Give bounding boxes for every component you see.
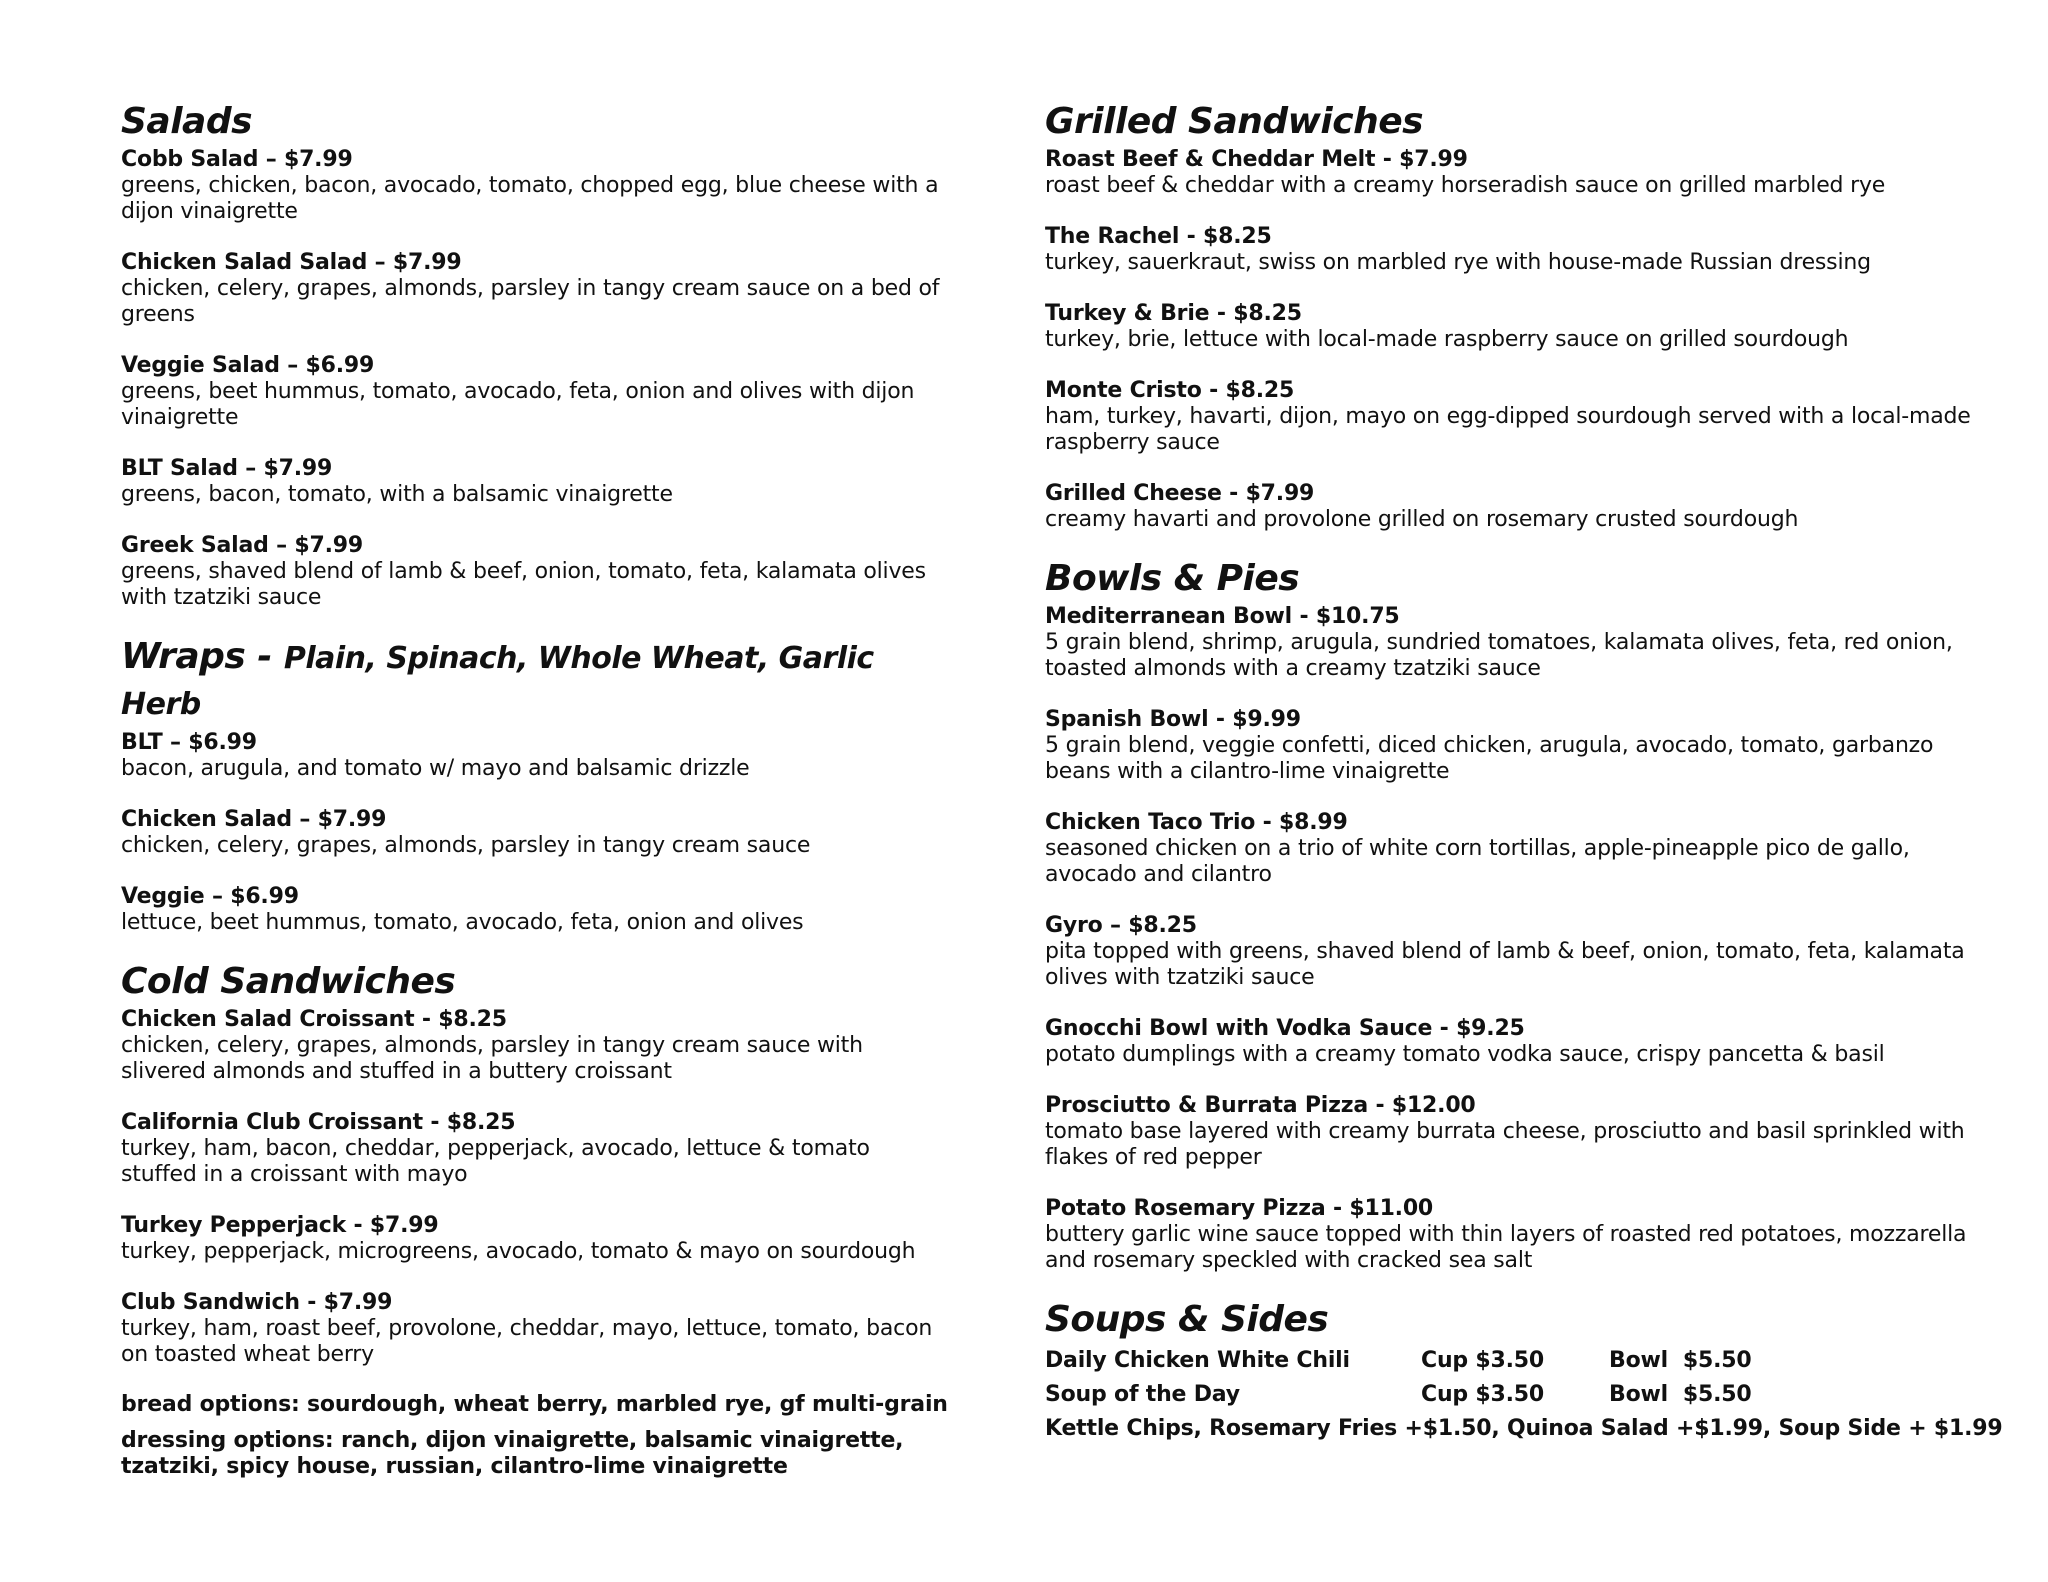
menu-item-name: Chicken Salad – $7.99 — [121, 807, 387, 832]
menu-item — [1045, 480, 1975, 533]
section-title — [121, 960, 951, 1004]
soup-row — [1045, 1344, 1975, 1378]
menu-item-desc: greens, bacon, tomato, with a balsamic vinaigrette — [121, 482, 673, 507]
menu-item — [1045, 809, 1975, 888]
menu-item — [1045, 146, 1975, 199]
section-title-text: Bowls & Pies — [1045, 558, 1300, 599]
menu-item-desc: turkey, brie, lettuce with local-made raspberry sauce on grilled sourdough — [1045, 327, 1849, 352]
menu-item — [1045, 603, 1975, 682]
section-title-text: Grilled Sandwiches — [1045, 101, 1424, 142]
right-column — [1045, 100, 2003, 1466]
dressing-options: dressing options: ranch, dijon vinaigrette, balsamic vinaigrette, tzatziki, spicy house, russian, cilantro-lime vinaigrette — [121, 1428, 904, 1479]
menu-item — [121, 249, 951, 328]
menu-item-name: California Club Croissant - $8.25 — [121, 1110, 516, 1135]
menu-item-desc: greens, beet hummus, tomato, avocado, feta, onion and olives with dijon vinaigrette — [121, 379, 915, 430]
menu-item — [121, 532, 951, 611]
section-title — [121, 100, 951, 144]
menu-item-name: Club Sandwich - $7.99 — [121, 1290, 393, 1315]
menu-item-name: Grilled Cheese - $7.99 — [1045, 481, 1315, 506]
menu-item — [1045, 912, 1975, 991]
menu-item-desc: greens, shaved blend of lamb & beef, onion, tomato, feta, kalamata olives with tzatziki sauce — [121, 559, 926, 610]
section-title-text: Cold Sandwiches — [121, 961, 456, 1002]
section-subtitle: Plain, Spinach, Whole Wheat, Garlic Herb — [121, 641, 874, 722]
section-salads — [121, 100, 951, 611]
menu-item-name: Veggie Salad – $6.99 — [121, 353, 375, 378]
menu-item — [1045, 377, 1975, 456]
menu-item-desc: seasoned chicken on a trio of white corn tortillas, apple-pineapple pico de gallo, avocado and cilantro — [1045, 836, 1910, 887]
bread-dressing-notes — [121, 1392, 951, 1480]
menu-item — [121, 1006, 951, 1085]
section-grilled-sandwiches — [1045, 100, 1975, 533]
soup-name: Soup of the Day — [1045, 1382, 1240, 1407]
section-soups-sides — [1045, 1298, 2003, 1446]
menu-item-desc: creamy havarti and provolone grilled on rosemary crusted sourdough — [1045, 507, 1799, 532]
menu-item-desc: ham, turkey, havarti, dijon, mayo on egg-dipped sourdough served with a local-made raspberry sauce — [1045, 404, 1971, 455]
menu-item — [1045, 1015, 1975, 1068]
menu-item-name: Potato Rosemary Pizza - $11.00 — [1045, 1196, 1434, 1221]
menu-item-desc: turkey, sauerkraut, swiss on marbled rye with house-made Russian dressing — [1045, 250, 1871, 275]
menu-item — [1045, 706, 1975, 785]
menu-item-desc: chicken, celery, grapes, almonds, parsley in tangy cream sauce — [121, 833, 811, 858]
menu-item-name: Mediterranean Bowl - $10.75 — [1045, 604, 1400, 629]
menu-item-name: Chicken Taco Trio - $8.99 — [1045, 810, 1348, 835]
menu-item — [121, 1212, 951, 1265]
menu-item-desc: roast beef & cheddar with a creamy horseradish sauce on grilled marbled rye — [1045, 173, 1886, 198]
menu-item — [121, 1109, 951, 1188]
menu-item-desc: potato dumplings with a creamy tomato vodka sauce, crispy pancetta & basil — [1045, 1042, 1885, 1067]
section-bowls-pies — [1045, 557, 1975, 1274]
menu-item-desc: chicken, celery, grapes, almonds, parsley in tangy cream sauce with slivered almonds and stuffed in a buttery croissant — [121, 1033, 863, 1084]
menu-item — [1045, 1092, 1975, 1171]
bread-options: bread options: sourdough, wheat berry, marbled rye, gf multi-grain — [121, 1392, 948, 1417]
menu-item-name: Greek Salad – $7.99 — [121, 533, 363, 558]
menu-item — [1045, 223, 1975, 276]
menu-item — [121, 146, 951, 225]
section-wraps — [121, 635, 951, 936]
menu-item-name: Prosciutto & Burrata Pizza - $12.00 — [1045, 1093, 1476, 1118]
menu-item — [121, 883, 951, 936]
menu-item-name: Gyro – $8.25 — [1045, 913, 1197, 938]
left-column — [121, 100, 951, 1490]
menu-item-name: Monte Cristo - $8.25 — [1045, 378, 1295, 403]
section-title-text: Wraps - — [121, 636, 284, 677]
menu-item-name: Gnocchi Bowl with Vodka Sauce - $9.25 — [1045, 1016, 1525, 1041]
menu-item-name: Turkey Pepperjack - $7.99 — [121, 1213, 439, 1238]
soup-bowl-price: Bowl $5.50 — [1609, 1382, 1752, 1407]
menu-item — [1045, 1195, 1975, 1274]
menu-item-desc: lettuce, beet hummus, tomato, avocado, feta, onion and olives — [121, 910, 804, 935]
menu-item-name: Turkey & Brie - $8.25 — [1045, 301, 1302, 326]
menu-item — [121, 1289, 951, 1368]
menu-item-name: The Rachel - $8.25 — [1045, 224, 1272, 249]
menu-item-desc: buttery garlic wine sauce topped with thin layers of roasted red potatoes, mozzarella and rosemary speckled with cracked sea salt — [1045, 1222, 1967, 1273]
menu-item — [121, 455, 951, 508]
section-title: Soups & Sides — [1045, 1299, 1329, 1340]
menu-item-name: Spanish Bowl - $9.99 — [1045, 707, 1301, 732]
soup-cup-price: Cup $3.50 — [1421, 1348, 1545, 1373]
menu-item-name: BLT – $6.99 — [121, 730, 257, 755]
menu-item-name: Veggie – $6.99 — [121, 884, 299, 909]
menu-item-desc: 5 grain blend, shrimp, arugula, sundried tomatoes, kalamata olives, feta, red onion, toasted almonds with a creamy tzatziki sauce — [1045, 630, 1953, 681]
section-title — [1045, 100, 1975, 144]
soup-cup-price: Cup $3.50 — [1421, 1382, 1545, 1407]
menu-item-desc: turkey, ham, bacon, cheddar, pepperjack, avocado, lettuce & tomato stuffed in a croissant with mayo — [121, 1136, 870, 1187]
menu-item — [121, 806, 951, 859]
menu-item-name: Cobb Salad – $7.99 — [121, 147, 353, 172]
menu-item-desc: tomato base layered with creamy burrata cheese, prosciutto and basil sprinkled with flakes of red pepper — [1045, 1119, 1965, 1170]
menu-item — [1045, 300, 1975, 353]
section-cold-sandwiches — [121, 960, 951, 1368]
menu-item-name: BLT Salad – $7.99 — [121, 456, 333, 481]
section-title — [121, 635, 951, 727]
soup-row — [1045, 1378, 1975, 1412]
soup-bowl-price: Bowl $5.50 — [1609, 1348, 1752, 1373]
sides-line: Kettle Chips, Rosemary Fries +$1.50, Quinoa Salad +$1.99, Soup Side + $1.99 — [1045, 1416, 2003, 1441]
soup-name: Daily Chicken White Chili — [1045, 1348, 1350, 1373]
menu-item-name: Roast Beef & Cheddar Melt - $7.99 — [1045, 147, 1468, 172]
menu-item — [121, 729, 951, 782]
section-title-text: Salads — [121, 101, 253, 142]
menu-item-desc: turkey, ham, roast beef, provolone, cheddar, mayo, lettuce, tomato, bacon on toasted wheat berry — [121, 1316, 933, 1367]
menu-item-desc: greens, chicken, bacon, avocado, tomato, chopped egg, blue cheese with a dijon vinaigrette — [121, 173, 939, 224]
section-title — [1045, 557, 1975, 601]
menu-item-name: Chicken Salad Croissant - $8.25 — [121, 1007, 507, 1032]
menu-item-desc: chicken, celery, grapes, almonds, parsley in tangy cream sauce on a bed of greens — [121, 276, 940, 327]
menu-item-desc: pita topped with greens, shaved blend of lamb & beef, onion, tomato, feta, kalamata olives with tzatziki sauce — [1045, 939, 1965, 990]
menu-item-desc: turkey, pepperjack, microgreens, avocado, tomato & mayo on sourdough — [121, 1239, 916, 1264]
menu-item-desc: 5 grain blend, veggie confetti, diced chicken, arugula, avocado, tomato, garbanzo beans with a cilantro-lime vinaigrette — [1045, 733, 1934, 784]
menu-item-desc: bacon, arugula, and tomato w/ mayo and balsamic drizzle — [121, 756, 750, 781]
menu-item — [121, 352, 951, 431]
menu-item-name: Chicken Salad Salad – $7.99 — [121, 250, 462, 275]
